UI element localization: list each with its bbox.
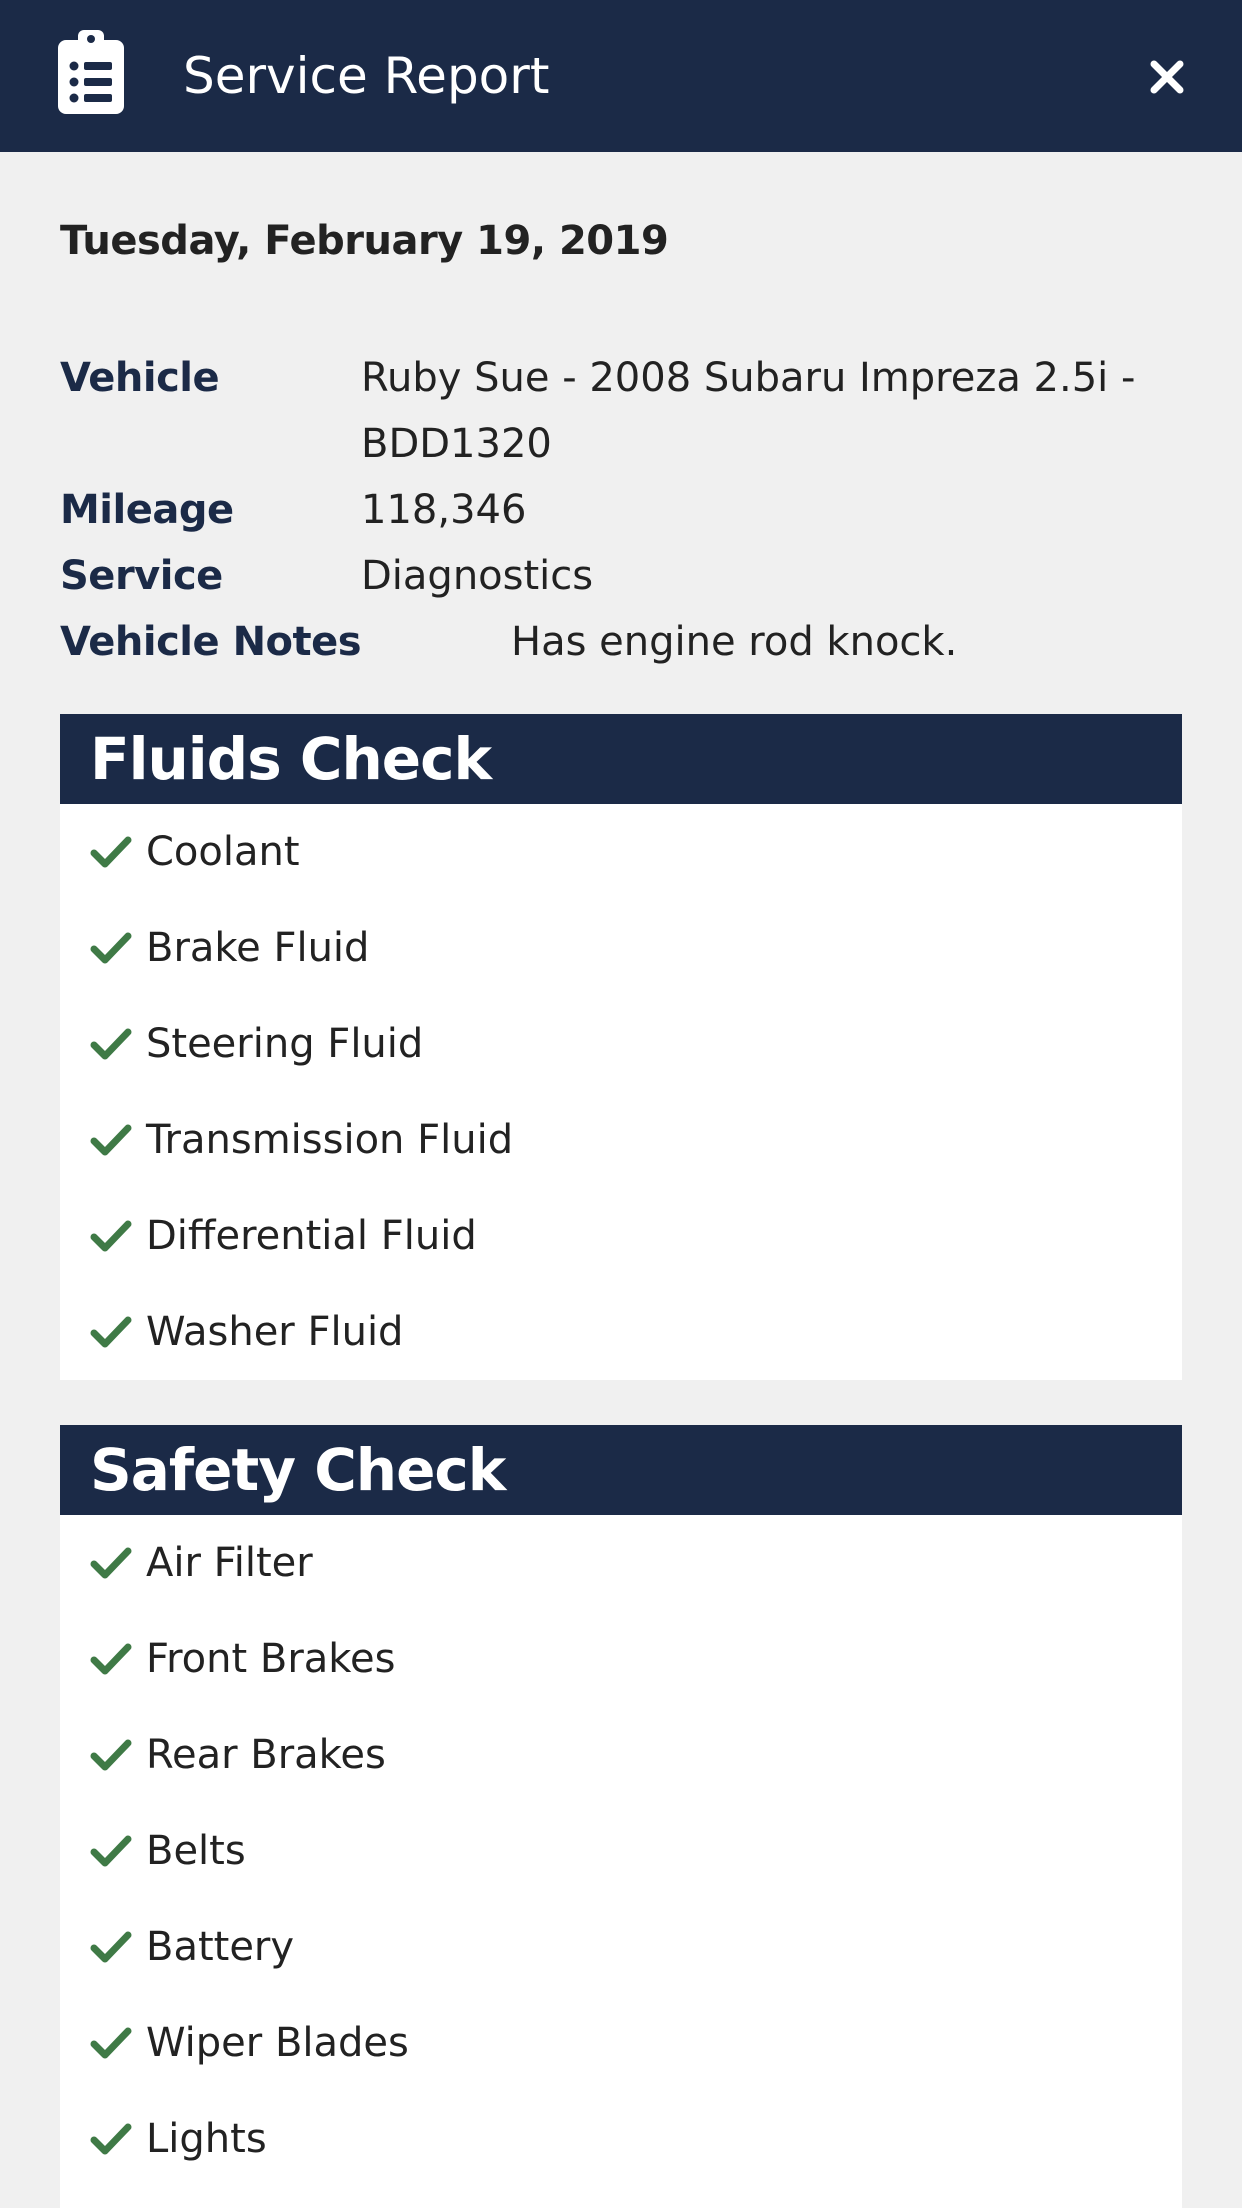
vehicle-info [60, 345, 1190, 675]
safety-check-title: Safety Check [60, 1425, 1182, 1515]
safety-check-section [60, 1425, 1182, 2208]
vehicle-notes-label: Vehicle Notes [60, 619, 362, 665]
list-item [60, 1899, 1182, 1995]
fluids-check-section [60, 714, 1182, 1380]
vehicle-value: Ruby Sue - 2008 Subaru Impreza 2.5i - BDD1320 [361, 355, 1136, 467]
checkmark-icon [90, 1219, 132, 1253]
checkmark-icon [90, 1930, 132, 1964]
safety-check-list [60, 1515, 1182, 2187]
checkmark-icon [90, 1027, 132, 1061]
service-value: Diagnostics [361, 553, 594, 599]
check-item-label: Brake Fluid [146, 925, 370, 971]
check-item-label: Washer Fluid [146, 1309, 404, 1355]
vehicle-label: Vehicle [60, 355, 220, 401]
report-date: Tuesday, February 19, 2019 [60, 218, 669, 264]
service-row [60, 543, 1190, 609]
list-item [60, 1995, 1182, 2091]
checkmark-icon [90, 1834, 132, 1868]
list-item [60, 1515, 1182, 1611]
check-item-label: Transmission Fluid [146, 1117, 514, 1163]
checkmark-icon [90, 1123, 132, 1157]
checkmark-icon [90, 1315, 132, 1349]
list-item [60, 996, 1182, 1092]
service-label: Service [60, 553, 223, 599]
vehicle-notes-row [60, 609, 1190, 675]
check-item-label: Rear Brakes [146, 1732, 386, 1778]
vehicle-row [60, 345, 1190, 477]
list-item [60, 1803, 1182, 1899]
close-icon[interactable] [1142, 52, 1192, 102]
fluids-check-list [60, 804, 1182, 1380]
checkmark-icon [90, 835, 132, 869]
list-item [60, 2091, 1182, 2187]
check-item-label: Battery [146, 1924, 295, 1970]
checkmark-icon [90, 931, 132, 965]
check-item-label: Wiper Blades [146, 2020, 409, 2066]
list-item [60, 1707, 1182, 1803]
check-item-label: Lights [146, 2116, 267, 2162]
list-item [60, 1188, 1182, 1284]
list-item [60, 900, 1182, 996]
check-item-label: Belts [146, 1828, 246, 1874]
checkmark-icon [90, 2122, 132, 2156]
page-title: Service Report [183, 47, 550, 105]
clipboard-list-icon [58, 30, 124, 114]
check-item-label: Steering Fluid [146, 1021, 424, 1067]
mileage-row [60, 477, 1190, 543]
mileage-value: 118,346 [361, 487, 527, 533]
fluids-check-title: Fluids Check [60, 714, 1182, 804]
vehicle-notes-value: Has engine rod knock. [511, 619, 958, 665]
check-item-label: Air Filter [146, 1540, 313, 1586]
checkmark-icon [90, 1738, 132, 1772]
mileage-label: Mileage [60, 487, 234, 533]
check-item-label: Front Brakes [146, 1636, 396, 1682]
app-header [0, 0, 1242, 152]
list-item [60, 1284, 1182, 1380]
check-item-label: Differential Fluid [146, 1213, 477, 1259]
checkmark-icon [90, 2026, 132, 2060]
checkmark-icon [90, 1642, 132, 1676]
list-item [60, 1092, 1182, 1188]
list-item [60, 1611, 1182, 1707]
checkmark-icon [90, 1546, 132, 1580]
list-item [60, 804, 1182, 900]
check-item-label: Coolant [146, 829, 300, 875]
